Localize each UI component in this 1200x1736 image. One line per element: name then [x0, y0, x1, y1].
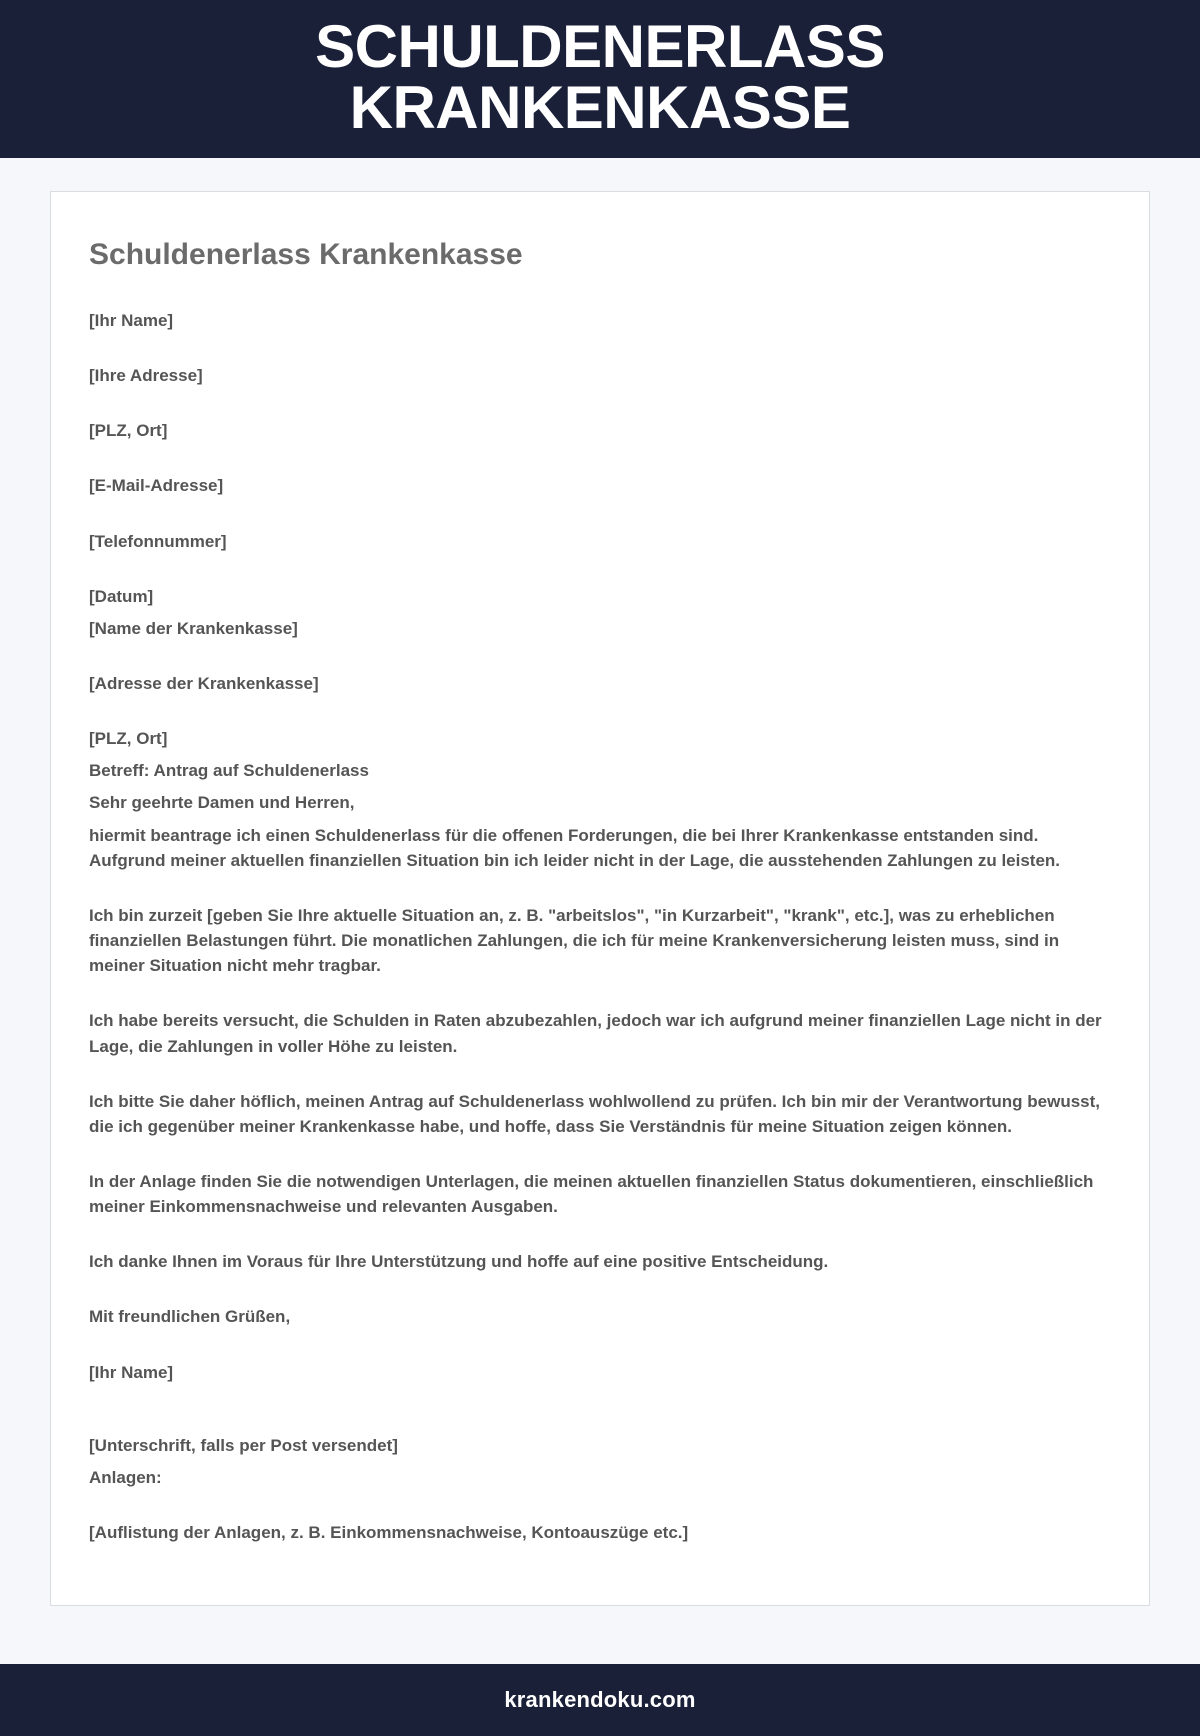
- letter-paragraph-plea: Ich bitte Sie daher höflich, meinen Antrag auf Schuldenerlass wohlwollend zu prüfen. Ich bin mir der Verantwortung bewusst, die ich gegenüber meiner Krankenkasse habe, und hoffe, dass Sie Verständnis für meine Situation zeigen können.: [89, 1091, 1101, 1136]
- letter-line-date: [Datum]: [89, 586, 154, 606]
- letter-line-signature-name: [Ihr Name]: [89, 1362, 174, 1382]
- letter-line-recipient-name: [Name der Krankenkasse]: [89, 618, 298, 638]
- letter-line-sender-name: [Ihr Name]: [89, 310, 174, 330]
- letter-line-subject: Betreff: Antrag auf Schuldenerlass: [89, 761, 369, 781]
- letter-line-recipient-city: [PLZ, Ort]: [89, 729, 168, 749]
- letter-paragraph-request: hiermit beantrage ich einen Schuldenerlass für die offenen Forderungen, die bei Ihrer Krankenkasse entstanden sind. Aufgrund meiner aktuellen finanziellen Situation bin ich leider nicht in der Lage, die ausstehenden Zahlungen zu leisten.: [89, 825, 1061, 870]
- page-content-area: [0, 158, 1200, 1664]
- letter-line-attachments-list: [Auflistung der Anlagen, z. B. Einkommensnachweise, Kontoauszüge etc.]: [89, 1523, 689, 1543]
- header-banner: [0, 0, 1200, 158]
- footer-site-name: krankendoku.com: [504, 1687, 696, 1713]
- letter-line-closing: Mit freundlichen Grüßen,: [89, 1307, 291, 1327]
- letter-line-sender-phone: [Telefonnummer]: [89, 531, 227, 551]
- letter-line-attachments-label: Anlagen:: [89, 1467, 162, 1487]
- letter-paragraph-thanks: Ich danke Ihnen im Voraus für Ihre Unterstützung und hoffe auf eine positive Entscheidung.: [89, 1252, 829, 1272]
- document-heading: Schuldenerlass Krankenkasse: [89, 238, 523, 272]
- letter-line-sender-email: [E-Mail-Adresse]: [89, 476, 224, 496]
- letter-paragraph-attachments-note: In der Anlage finden Sie die notwendigen Unterlagen, die meinen aktuellen finanziellen Status dokumentieren, einschließlich meiner Einkommensnachweise und relevanten Ausgaben.: [89, 1172, 1094, 1217]
- letter-body: [89, 308, 1109, 1545]
- letter-line-sender-city: [PLZ, Ort]: [89, 421, 168, 441]
- document-card: [50, 191, 1150, 1606]
- page-title: SCHULDENERLASS KRANKENKASSE: [315, 13, 885, 142]
- letter-line-sender-address: [Ihre Adresse]: [89, 366, 203, 386]
- letter-paragraph-situation: Ich bin zurzeit [geben Sie Ihre aktuelle Situation an, z. B. "arbeitslos", "in Kurzarbeit", "krank", etc.], was zu erheblichen finanziellen Belastungen führt. Die monatlichen Zahlungen, die ich für meine Krankenversicherung leisten muss, sind in meiner Situation nicht mehr tragbar.: [89, 905, 1060, 976]
- footer-banner: [0, 1664, 1200, 1736]
- letter-line-salutation: Sehr geehrte Damen und Herren,: [89, 793, 355, 813]
- letter-paragraph-installments: Ich habe bereits versucht, die Schulden in Raten abzubezahlen, jedoch war ich aufgrund meiner finanziellen Lage nicht in der Lage, die Zahlungen in voller Höhe zu leisten.: [89, 1011, 1102, 1056]
- letter-line-signature-note: [Unterschrift, falls per Post versendet]: [89, 1435, 398, 1455]
- letter-line-recipient-address: [Adresse der Krankenkasse]: [89, 673, 319, 693]
